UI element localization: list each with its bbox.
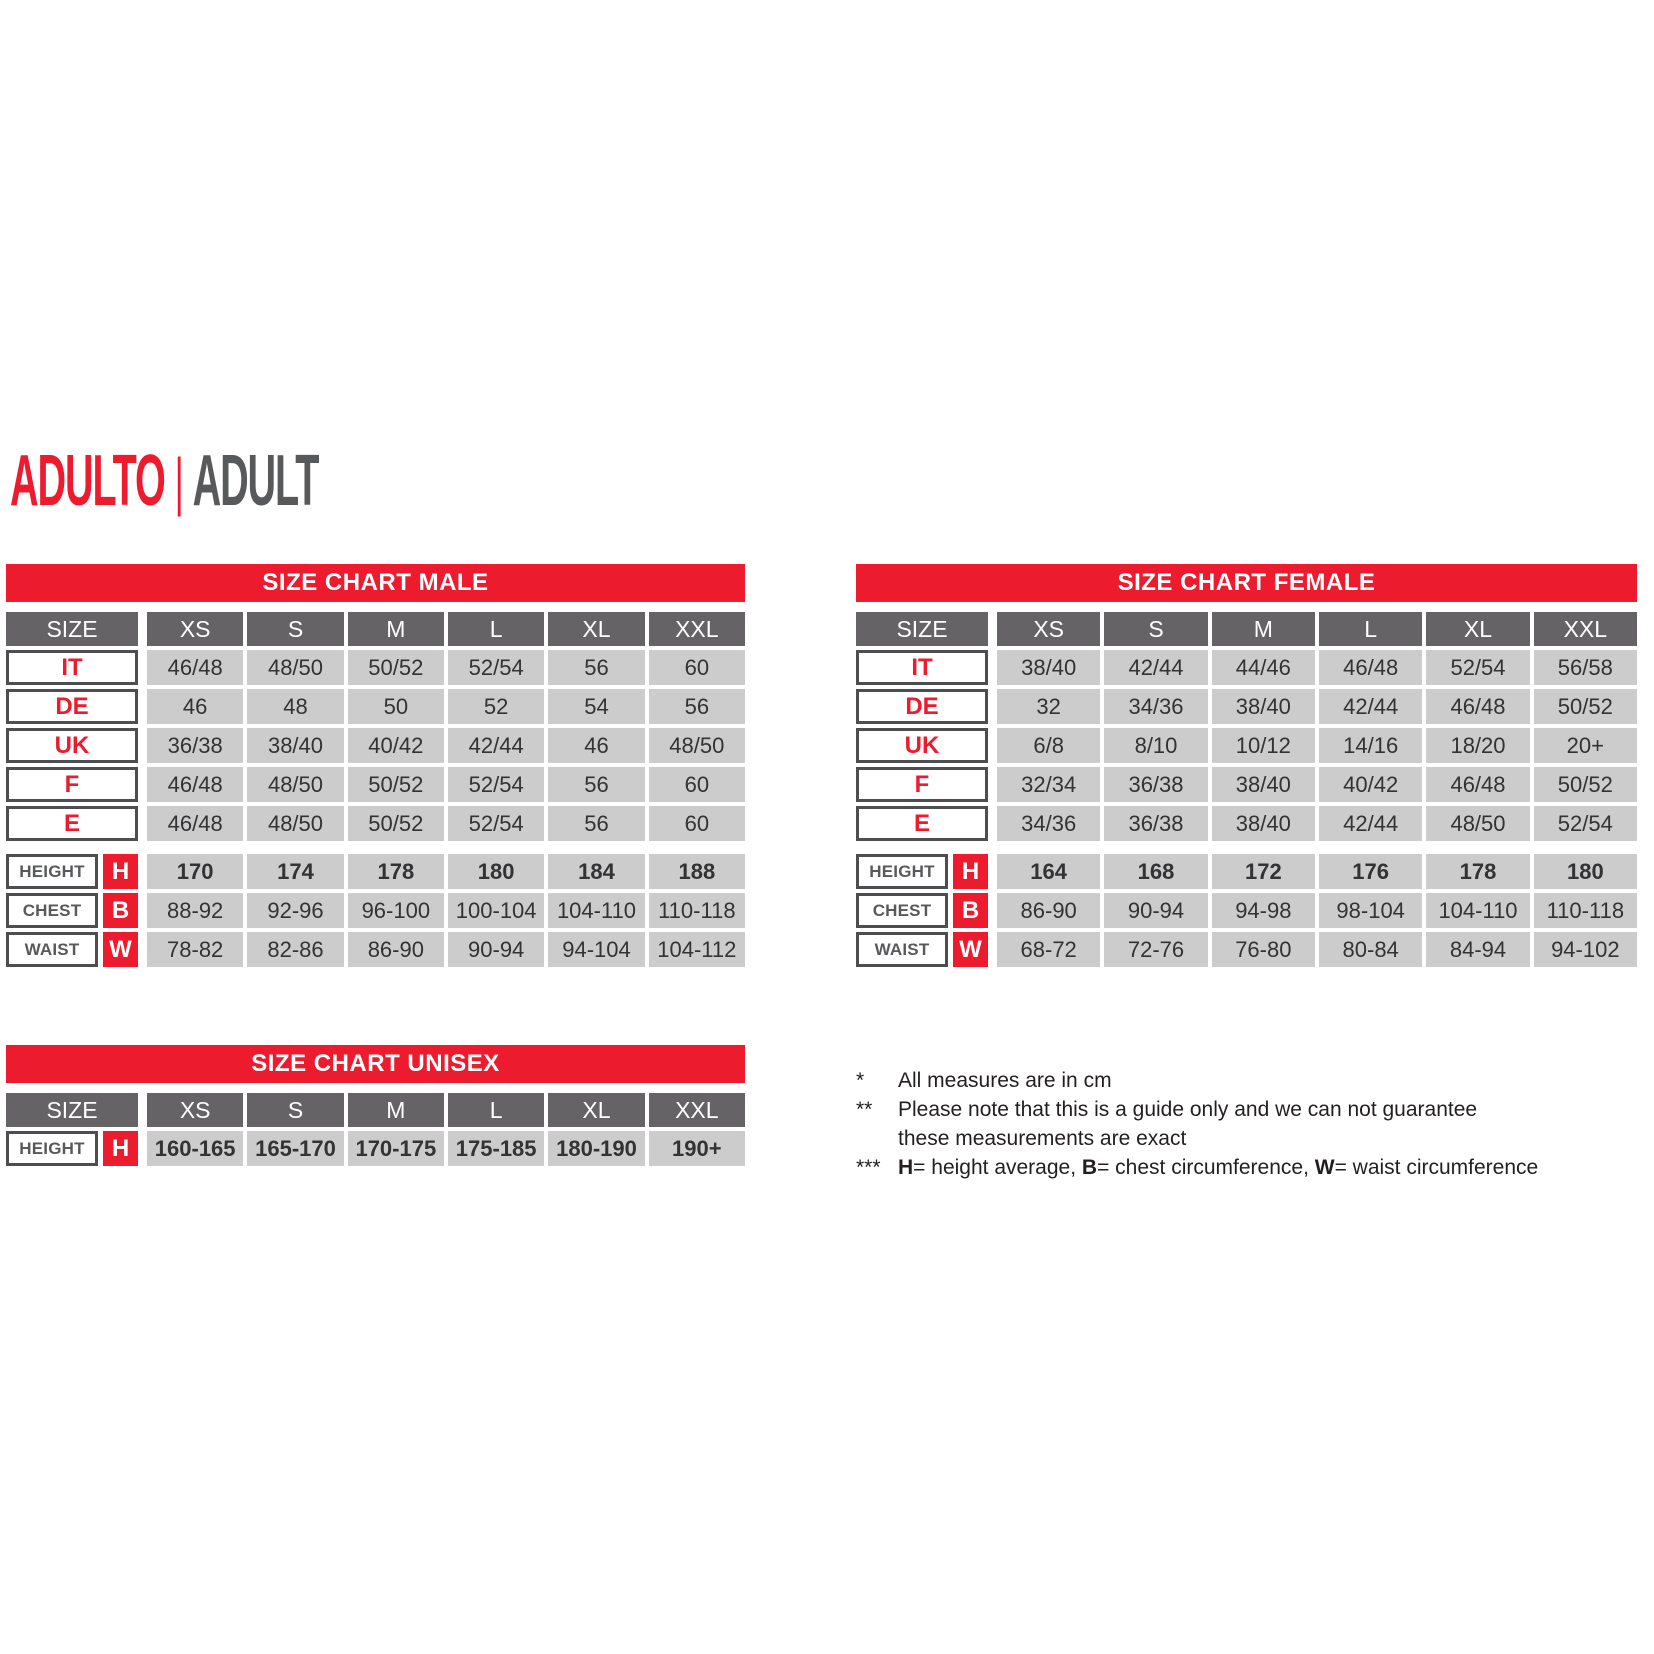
footnote-text xyxy=(898,1095,1648,1153)
measure-value: 110-118 xyxy=(649,893,745,928)
legend-w-text: = waist circumference xyxy=(1334,1156,1539,1179)
size-value: 60 xyxy=(649,806,745,841)
measure-value: 172 xyxy=(1212,854,1315,889)
size-value: 46/48 xyxy=(1426,689,1529,724)
measure-value: 160-165 xyxy=(147,1131,243,1166)
male-row-waist xyxy=(6,932,745,967)
measure-value: 86-90 xyxy=(348,932,444,967)
male-chest-label: CHEST xyxy=(6,893,98,928)
footnote-mark: * xyxy=(856,1069,865,1092)
measure-value: 184 xyxy=(548,854,644,889)
unisex-col-s: S xyxy=(247,1093,343,1127)
size-value: 50/52 xyxy=(1534,689,1637,724)
male-col-l: L xyxy=(448,612,544,646)
size-value: 44/46 xyxy=(1212,650,1315,685)
measure-value: 176 xyxy=(1319,854,1422,889)
size-value: 10/12 xyxy=(1212,728,1315,763)
male-row-uk xyxy=(6,728,745,763)
size-value: 40/42 xyxy=(1319,767,1422,802)
measure-value: 178 xyxy=(1426,854,1529,889)
female-col-s: S xyxy=(1104,612,1207,646)
female-header-cells xyxy=(997,612,1637,646)
female-col-m: M xyxy=(1212,612,1315,646)
female-row-label-uk: UK xyxy=(856,728,988,763)
measure-value: 174 xyxy=(247,854,343,889)
measure-value: 100-104 xyxy=(448,893,544,928)
footnotes xyxy=(856,1066,1648,1182)
size-value: 50/52 xyxy=(348,806,444,841)
male-row-label-de: DE xyxy=(6,689,138,724)
size-value: 52/54 xyxy=(1426,650,1529,685)
male-row-e xyxy=(6,806,745,841)
female-row-chest xyxy=(856,893,1637,928)
legend-b-text: = chest circumference, xyxy=(1097,1156,1315,1179)
footnote-guide xyxy=(856,1095,1648,1153)
male-col-xxl: XXL xyxy=(649,612,745,646)
title-adulto: ADULTO xyxy=(10,441,165,521)
measure-value: 80-84 xyxy=(1319,932,1422,967)
size-value: 60 xyxy=(649,767,745,802)
measure-value: 86-90 xyxy=(997,893,1100,928)
male-row-f xyxy=(6,767,745,802)
female-height-letter-badge: H xyxy=(953,854,988,889)
measure-value: 92-96 xyxy=(247,893,343,928)
size-value: 38/40 xyxy=(997,650,1100,685)
male-row-label-e: E xyxy=(6,806,138,841)
size-value: 32/34 xyxy=(997,767,1100,802)
female-chest-letter-badge: B xyxy=(953,893,988,928)
size-value: 36/38 xyxy=(1104,806,1207,841)
unisex-row-height xyxy=(6,1131,745,1166)
female-waist-label: WAIST xyxy=(856,932,948,967)
unisex-col-xl: XL xyxy=(548,1093,644,1127)
size-value: 48/50 xyxy=(247,767,343,802)
unisex-height-label: HEIGHT xyxy=(6,1131,98,1166)
measure-value: 104-112 xyxy=(649,932,745,967)
size-value: 48 xyxy=(247,689,343,724)
size-value: 48/50 xyxy=(247,806,343,841)
size-value: 52/54 xyxy=(448,650,544,685)
size-value: 52/54 xyxy=(1534,806,1637,841)
unisex-height-letter-badge: H xyxy=(103,1131,138,1166)
male-height-label: HEIGHT xyxy=(6,854,98,889)
male-col-m: M xyxy=(348,612,444,646)
measure-value: 180 xyxy=(448,854,544,889)
size-value: 50 xyxy=(348,689,444,724)
measure-value: 165-170 xyxy=(247,1131,343,1166)
female-row-de xyxy=(856,689,1637,724)
female-col-xl: XL xyxy=(1426,612,1529,646)
size-value: 20+ xyxy=(1534,728,1637,763)
legend-h: H xyxy=(898,1156,914,1179)
size-value: 54 xyxy=(548,689,644,724)
size-value: 32 xyxy=(997,689,1100,724)
female-row-label-f: F xyxy=(856,767,988,802)
measure-value: 170 xyxy=(147,854,243,889)
size-value: 42/44 xyxy=(1319,689,1422,724)
female-row-label-e: E xyxy=(856,806,988,841)
size-value: 46 xyxy=(548,728,644,763)
female-row-e xyxy=(856,806,1637,841)
male-size-header-cell: SIZE xyxy=(6,612,138,646)
size-chart-unisex xyxy=(6,1045,745,1166)
female-height-label: HEIGHT xyxy=(856,854,948,889)
male-waist-letter-badge: W xyxy=(103,932,138,967)
female-col-l: L xyxy=(1319,612,1422,646)
female-row-label-de: DE xyxy=(856,689,988,724)
size-chart-male-banner: SIZE CHART MALE xyxy=(6,564,745,602)
female-row-label-it: IT xyxy=(856,650,988,685)
page-title xyxy=(10,441,319,521)
measure-value: 180 xyxy=(1534,854,1637,889)
size-value: 46 xyxy=(147,689,243,724)
legend-h-text: = height average, xyxy=(913,1156,1082,1179)
measure-value: 180-190 xyxy=(548,1131,644,1166)
size-chart-female xyxy=(856,564,1637,967)
measure-value: 90-94 xyxy=(448,932,544,967)
measure-value: 110-118 xyxy=(1534,893,1637,928)
female-row-height xyxy=(856,854,1637,889)
unisex-col-xs: XS xyxy=(147,1093,243,1127)
male-row-label-it: IT xyxy=(6,650,138,685)
female-row-waist xyxy=(856,932,1637,967)
measure-value: 178 xyxy=(348,854,444,889)
measure-value: 68-72 xyxy=(997,932,1100,967)
measure-value: 104-110 xyxy=(1426,893,1529,928)
male-row-height xyxy=(6,854,745,889)
footnote-text xyxy=(898,1153,1648,1182)
size-value: 34/36 xyxy=(997,806,1100,841)
size-value: 46/48 xyxy=(147,650,243,685)
unisex-col-l: L xyxy=(448,1093,544,1127)
size-value: 56 xyxy=(649,689,745,724)
measure-value: 168 xyxy=(1104,854,1207,889)
size-value: 56 xyxy=(548,767,644,802)
footnote-mark: ** xyxy=(856,1098,873,1121)
legend-w: W xyxy=(1314,1156,1335,1179)
male-row-label-uk: UK xyxy=(6,728,138,763)
size-value: 18/20 xyxy=(1426,728,1529,763)
size-value: 52 xyxy=(448,689,544,724)
size-value: 38/40 xyxy=(1212,806,1315,841)
male-col-xl: XL xyxy=(548,612,644,646)
footnote-measures xyxy=(856,1066,1648,1095)
size-value: 48/50 xyxy=(649,728,745,763)
measure-value: 76-80 xyxy=(1212,932,1315,967)
female-col-xxl: XXL xyxy=(1534,612,1637,646)
size-value: 46/48 xyxy=(1319,650,1422,685)
measure-value: 104-110 xyxy=(548,893,644,928)
legend-b: B xyxy=(1081,1156,1098,1179)
size-value: 46/48 xyxy=(147,806,243,841)
size-value: 38/40 xyxy=(1212,767,1315,802)
female-chest-label: CHEST xyxy=(856,893,948,928)
size-value: 42/44 xyxy=(1319,806,1422,841)
size-value: 50/52 xyxy=(348,767,444,802)
size-value: 8/10 xyxy=(1104,728,1207,763)
male-waist-label: WAIST xyxy=(6,932,98,967)
measure-value: 94-104 xyxy=(548,932,644,967)
unisex-col-xxl: XXL xyxy=(649,1093,745,1127)
size-value: 38/40 xyxy=(1212,689,1315,724)
female-row-f xyxy=(856,767,1637,802)
male-row-de xyxy=(6,689,745,724)
title-adult: ADULT xyxy=(192,441,319,521)
size-value: 40/42 xyxy=(348,728,444,763)
size-value: 48/50 xyxy=(247,650,343,685)
size-value: 36/38 xyxy=(147,728,243,763)
female-header-row xyxy=(856,612,1637,646)
footnote-guide-line2: these measurements are exact xyxy=(898,1127,1187,1150)
footnote-text: All measures are in cm xyxy=(898,1069,1112,1092)
unisex-header-cells xyxy=(147,1093,745,1127)
size-value: 52/54 xyxy=(448,767,544,802)
male-col-xs: XS xyxy=(147,612,243,646)
measure-value: 88-92 xyxy=(147,893,243,928)
size-chart-female-banner: SIZE CHART FEMALE xyxy=(856,564,1637,602)
male-row-it xyxy=(6,650,745,685)
size-value: 52/54 xyxy=(448,806,544,841)
measure-value: 170-175 xyxy=(348,1131,444,1166)
size-value: 50/52 xyxy=(1534,767,1637,802)
size-value: 38/40 xyxy=(247,728,343,763)
measure-value: 175-185 xyxy=(448,1131,544,1166)
size-value: 60 xyxy=(649,650,745,685)
measure-value: 84-94 xyxy=(1426,932,1529,967)
female-size-header-cell: SIZE xyxy=(856,612,988,646)
footnote-mark: *** xyxy=(856,1156,881,1179)
size-value: 46/48 xyxy=(1426,767,1529,802)
male-height-letter-badge: H xyxy=(103,854,138,889)
measure-value: 188 xyxy=(649,854,745,889)
size-value: 34/36 xyxy=(1104,689,1207,724)
measure-value: 190+ xyxy=(649,1131,745,1166)
size-value: 46/48 xyxy=(147,767,243,802)
female-col-xs: XS xyxy=(997,612,1100,646)
measure-value: 82-86 xyxy=(247,932,343,967)
size-value: 42/44 xyxy=(448,728,544,763)
size-value: 48/50 xyxy=(1426,806,1529,841)
size-value: 6/8 xyxy=(997,728,1100,763)
unisex-size-header-cell: SIZE xyxy=(6,1093,138,1127)
male-row-chest xyxy=(6,893,745,928)
footnote-legend xyxy=(856,1153,1648,1182)
size-chart-male xyxy=(6,564,745,967)
male-col-s: S xyxy=(247,612,343,646)
measure-value: 78-82 xyxy=(147,932,243,967)
size-value: 42/44 xyxy=(1104,650,1207,685)
measure-value: 94-102 xyxy=(1534,932,1637,967)
male-chest-letter-badge: B xyxy=(103,893,138,928)
size-value: 56 xyxy=(548,806,644,841)
size-value: 56/58 xyxy=(1534,650,1637,685)
female-row-uk xyxy=(856,728,1637,763)
size-value: 36/38 xyxy=(1104,767,1207,802)
measure-value: 72-76 xyxy=(1104,932,1207,967)
footnote-guide-line1: Please note that this is a guide only and we can not guarantee xyxy=(898,1098,1478,1121)
male-header-row xyxy=(6,612,745,646)
size-value: 56 xyxy=(548,650,644,685)
size-value: 14/16 xyxy=(1319,728,1422,763)
measure-value: 94-98 xyxy=(1212,893,1315,928)
measure-value: 98-104 xyxy=(1319,893,1422,928)
size-chart-unisex-banner: SIZE CHART UNISEX xyxy=(6,1045,745,1083)
male-row-label-f: F xyxy=(6,767,138,802)
measure-value: 96-100 xyxy=(348,893,444,928)
size-value: 50/52 xyxy=(348,650,444,685)
female-row-it xyxy=(856,650,1637,685)
unisex-header-row xyxy=(6,1093,745,1127)
measure-value: 164 xyxy=(997,854,1100,889)
unisex-col-m: M xyxy=(348,1093,444,1127)
measure-value: 90-94 xyxy=(1104,893,1207,928)
title-separator: | xyxy=(174,445,183,517)
female-waist-letter-badge: W xyxy=(953,932,988,967)
male-header-cells xyxy=(147,612,745,646)
